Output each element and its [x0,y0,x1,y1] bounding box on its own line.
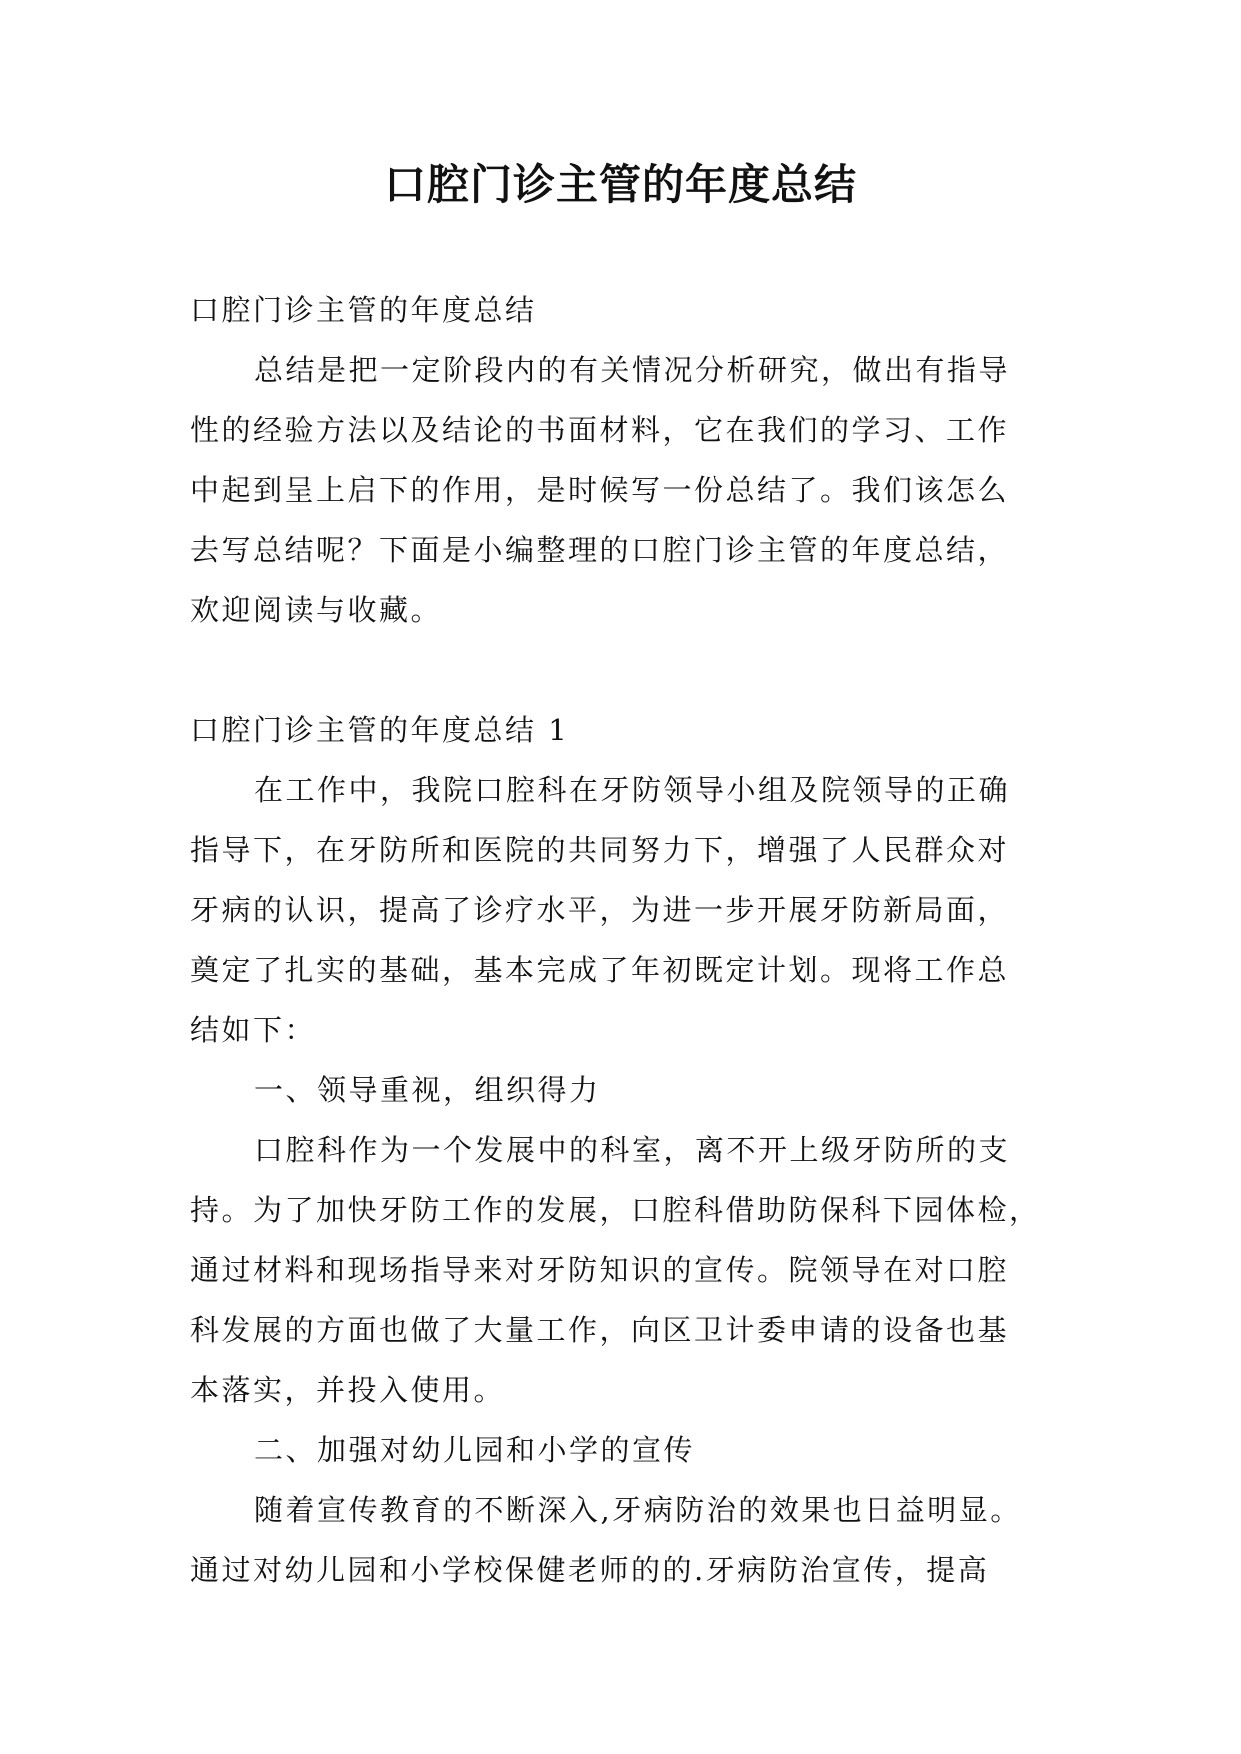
text-line: 欢迎阅读与收藏。 [190,593,443,627]
text-line: 奠定了扎实的基础，基本完成了年初既定计划。现将工作总 [190,953,1010,987]
text-line: 二、加强对幼儿园和小学的宣传 [254,1433,696,1467]
text-line: 本落实，并投入使用。 [190,1373,506,1407]
text-line: 指导下，在牙防所和医院的共同努力下，增强了人民群众对 [190,833,1010,867]
text-line: 随着宣传教育的不断深入,牙病防治的效果也日益明显。 [254,1493,1022,1527]
text-line: 持。为了加快牙防工作的发展，口腔科借助防保科下园体检， [190,1193,1041,1227]
text-line: 口腔门诊主管的年度总结 [190,293,537,327]
text-line: 性的经验方法以及结论的书面材料，它在我们的学习、工作 [190,413,1010,447]
text-line: 中起到呈上启下的作用，是时候写一份总结了。我们该怎么 [190,473,1010,507]
document-title: 口腔门诊主管的年度总结 [383,160,857,209]
text-line: 通过材料和现场指导来对牙防知识的宣传。院领导在对口腔 [190,1253,1010,1287]
document-body [190,280,1060,1600]
text-line: 口腔门诊主管的年度总结 1 [190,713,570,747]
text-line: 总结是把一定阶段内的有关情况分析研究，做出有指导 [254,353,1011,387]
text-line: 一、领导重视，组织得力 [254,1073,601,1107]
text-line: 结如下： [190,1013,317,1047]
text-line: 通过对幼儿园和小学校保健老师的的.牙病防治宣传，提高 [190,1553,990,1587]
paragraph-spacer [190,640,1060,700]
text-line: 在工作中，我院口腔科在牙防领导小组及院领导的正确 [254,773,1011,807]
text-line: 口腔科作为一个发展中的科室，离不开上级牙防所的支 [254,1133,1011,1167]
text-line: 牙病的认识，提高了诊疗水平，为进一步开展牙防新局面， [190,893,1010,927]
text-line: 科发展的方面也做了大量工作，向区卫计委申请的设备也基 [190,1313,1010,1347]
text-line: 去写总结呢？下面是小编整理的口腔门诊主管的年度总结， [190,533,1010,567]
